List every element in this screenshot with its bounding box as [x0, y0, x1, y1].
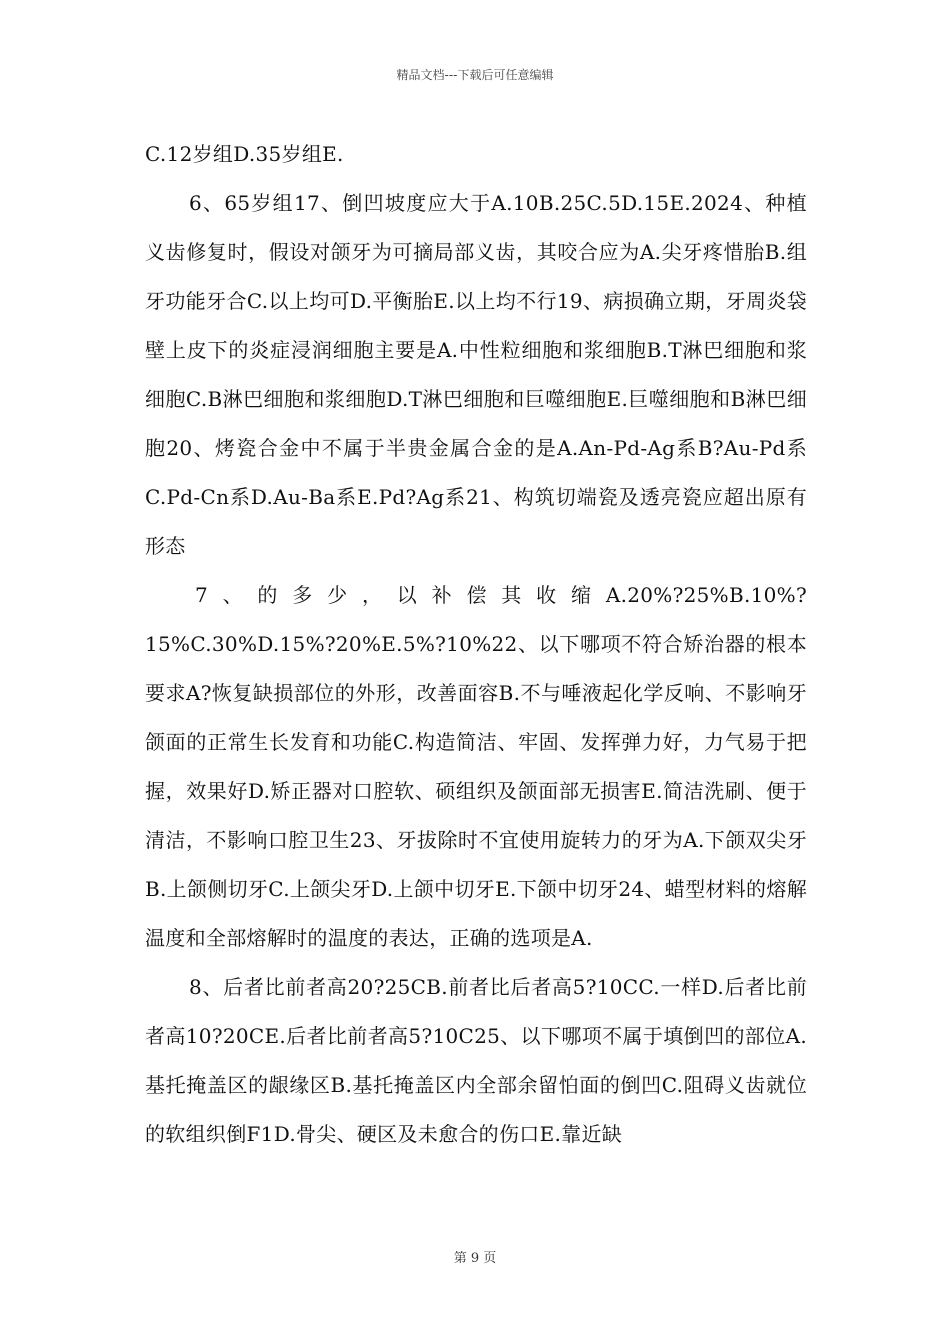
page-number: 第 9 页: [453, 1251, 497, 1266]
paragraph-item-6: 6、65岁组17、倒凹坡度应大于A.10B.25C.5D.15E.2024、种植义齿修复时，假设对颌牙为可摘局部义齿，其咬合应为A.尖牙疼惜胎B.组牙功能牙合C.以上均可D.平衡胎E.以上均不行19、病损确立期，牙周炎袋壁上皮下的炎症浸润细胞主要是A.中性粒细胞和浆细胞B.T淋巴细胞和浆细胞C.B淋巴细胞和浆细胞D.T淋巴细胞和巨噬细胞E.巨噬细胞和B淋巴细胞20、烤瓷合金中不属于半贵金属合金的是A.An-Pd-Ag系B?Au-Pd系C.Pd-Cn系D.Au-Ba系E.Pd?Ag系21、构筑切端瓷及透亮瓷应超出原有形态: [145, 191, 807, 558]
paragraph-item-7: 7、的多少，以补偿其收缩A.20%?25%B.10%?15%C.30%D.15%?20%E.5%?10%22、以下哪项不符合矫治器的根本要求A?恢复缺损部位的外形，改善面容B.不与唾液起化学反响、不影响牙颌面的正常生长发育和功能C.构造简洁、牢固、发挥弹力好，力气易于把握，效果好D.矫正器对口腔软、硕组织及颌面部无损害E.简洁洗刷、便于清洁，不影响口腔卫生23、牙拔除时不宜使用旋转力的牙为A.下颌双尖牙B.上颌侧切牙C.上颌尖牙D.上颌中切牙E.下颌中切牙24、蜡型材料的熔解温度和全部熔解时的温度的表达，正确的选项是A.: [145, 583, 807, 950]
page-header: 精品文档---下载后可任意编辑: [396, 68, 554, 82]
paragraph-continuation: C.12岁组D.35岁组E.: [145, 142, 344, 166]
paragraph-item-8: 8、后者比前者高20?25CB.前者比后者高5?10CC.一样D.后者比前者高10?20CE.后者比前者高5?10C25、以下哪项不属于填倒凹的部位A.基托掩盖区的龈缘区B.基托掩盖区内全部余留怕面的倒凹C.阻碍义齿就位的软组织倒F1D.骨尖、硬区及未愈合的伤口E.靠近缺: [145, 975, 807, 1146]
document-body: [145, 130, 807, 1159]
